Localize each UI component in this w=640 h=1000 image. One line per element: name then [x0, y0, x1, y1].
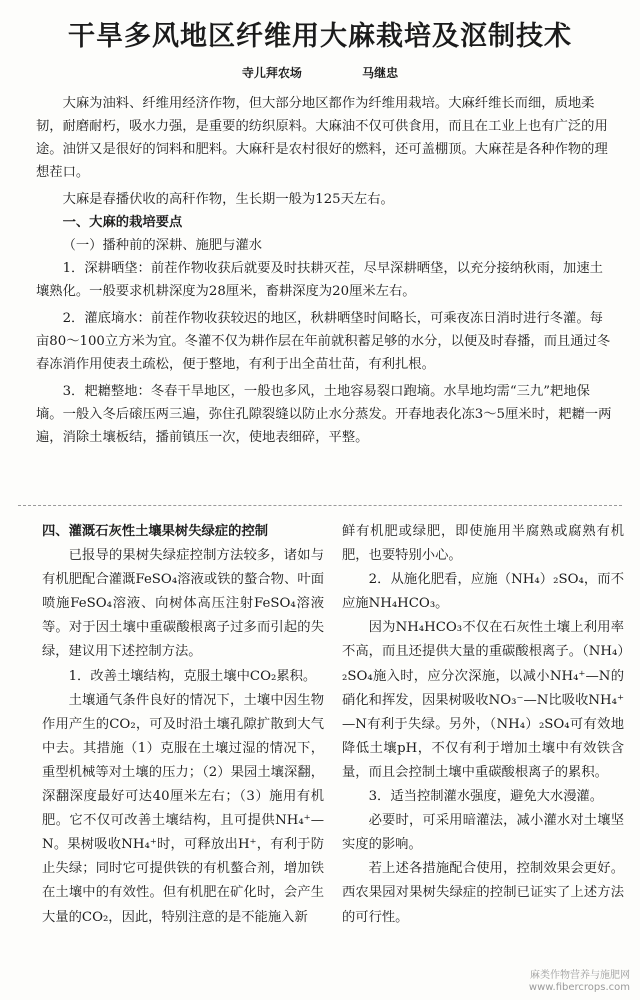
- article-body-top: [36, 92, 612, 449]
- left-column: [42, 520, 324, 930]
- intro-paragraph: 大麻是春播伏收的高秆作物，生长期一般为125天左右。: [62, 192, 394, 207]
- intro-paragraph: 大麻为油料、纤维用经济作物，但大部分地区都作为纤维用栽培。大麻纤维长而细，质地柔韧，耐磨耐朽，吸水力强，是重要的纺织原料。大麻油不仅可供食用，而且在工业上也有广泛的用途。油饼又是很好的饲料和肥料。大麻秆是农村很好的燃料，还可盖棚顶。大麻茬是各种作物的理想茬口。: [36, 96, 608, 180]
- column-paragraph: 土壤通气条件良好的情况下，土壤中因生物作用产生的CO₂，可及时沿土壤孔隙扩散到大气中去。其措施（1）克服在土壤过湿的情况下，重型机械等对土壤的压力；（2）果园土壤深翻，深翻深度最好可达40厘米左右；（3）施用有机肥。它不仅可改善土壤结构，且可提供NH₄⁺—N。果树吸收NH₄⁺时，可释放出H⁺，有利于防止失绿；同时它可提供铁的有机螯合剂，增加铁在土壤中的有效性。但有机肥在矿化时，会产生大量的CO₂，因此，特别注意的是不能施入新: [42, 692, 324, 925]
- article2-heading: 四、灌溉石灰性土壤果树失绿症的控制: [42, 524, 269, 539]
- byline: [0, 64, 640, 81]
- subsection-heading: （一）播种前的深耕、施肥与灌水: [62, 238, 263, 253]
- watermark-site-name: 麻类作物营养与施肥网: [530, 970, 630, 981]
- article-title: 干旱多风地区纤维用大麻栽培及沤制技术: [68, 21, 572, 52]
- column-paragraph: 3．适当控制灌水强度，避免大水漫灌。: [368, 789, 604, 805]
- left-column-paragraphs: [42, 544, 324, 930]
- column-paragraph: 已报导的果树失绿症控制方法较多，诸如与有机肥配合灌溉FeSO₄溶液或铁的螯合物、叶面喷施FeSO₄溶液、向树体高压注射FeSO₄溶液等。对于因土壤中重碳酸根离子过多而引起的失绿，建议用下述控制方法。: [42, 548, 324, 660]
- column-paragraph: 鲜有机肥或绿肥，即使施用半腐熟或腐熟有机肥，也要特别小心。: [342, 524, 624, 564]
- right-column: [342, 520, 624, 930]
- column-paragraph: 1．改善土壤结构，克服土壤中CO₂累积。: [68, 668, 317, 684]
- site-watermark: [529, 970, 630, 994]
- right-column-paragraphs: [342, 520, 624, 930]
- point-paragraph: 1．深耕晒垡：前茬作物收获后就要及时扶耕灭茬，尽早深耕晒垡，以充分接纳秋雨，加速土壤熟化。一般要求机耕深度为28厘米，畜耕深度为20厘米左右。: [36, 261, 603, 299]
- column-paragraph: 必要时，可采用暗灌法，减小灌水对土壤坚实度的影响。: [342, 813, 624, 853]
- section-divider: [18, 505, 622, 506]
- column-paragraph: 若上述各措施配合使用，控制效果会更好。西农果园对果树失绿症的控制已证实了上述方法的可行性。: [342, 861, 624, 925]
- column-paragraph: 2．从施化肥看，应施（NH₄）₂SO₄，而不应施NH₄HCO₃。: [342, 572, 624, 612]
- watermark-url: www.fibercrops.com: [528, 982, 630, 993]
- author-org: 寺儿拜农场: [241, 66, 302, 80]
- column-paragraph: 因为NH₄HCO₃不仅在石灰性土壤上利用率不高，而且还提供大量的重碳酸根离子。（NH₄）₂SO₄施入时，应分次深施，以减小NH₄⁺—N的硝化和挥发，因果树吸收NO₃⁻—N比吸收NH₄⁺—N有利于失绿。另外，（NH₄）₂SO₄可有效地降低土壤pH，不仅有利于增加土壤中有效铁含量，而且会控制土壤中重碳酸根离子的累积。: [342, 620, 624, 780]
- point-paragraph: 2．灌底墒水：前茬作物收获较迟的地区，秋耕晒垡时间略长，可乘夜冻日消时进行冬灌。每亩80～100立方米为宜。冬灌不仅为耕作层在年前就积蓄足够的水分，以便及时春播，而且通过冬春冻消作用使表土疏松，便于整地，有利于出全苗壮苗，有利扎根。: [36, 311, 611, 372]
- point-paragraph: 3．耙耱整地：冬春干旱地区，一般也多风，土地容易裂口跑墒。水旱地均需“三九”耙地保墒。一般入冬后磙压两三遍，弥住孔隙裂缝以防止水分蒸发。开春地表化冻3～5厘米时，耙耱一两遍，消除土壤板结，播前镇压一次，使地表细碎，平整。: [36, 384, 612, 445]
- section-heading: 一、大麻的栽培要点: [62, 215, 183, 230]
- author-name: 马继忠: [362, 66, 399, 80]
